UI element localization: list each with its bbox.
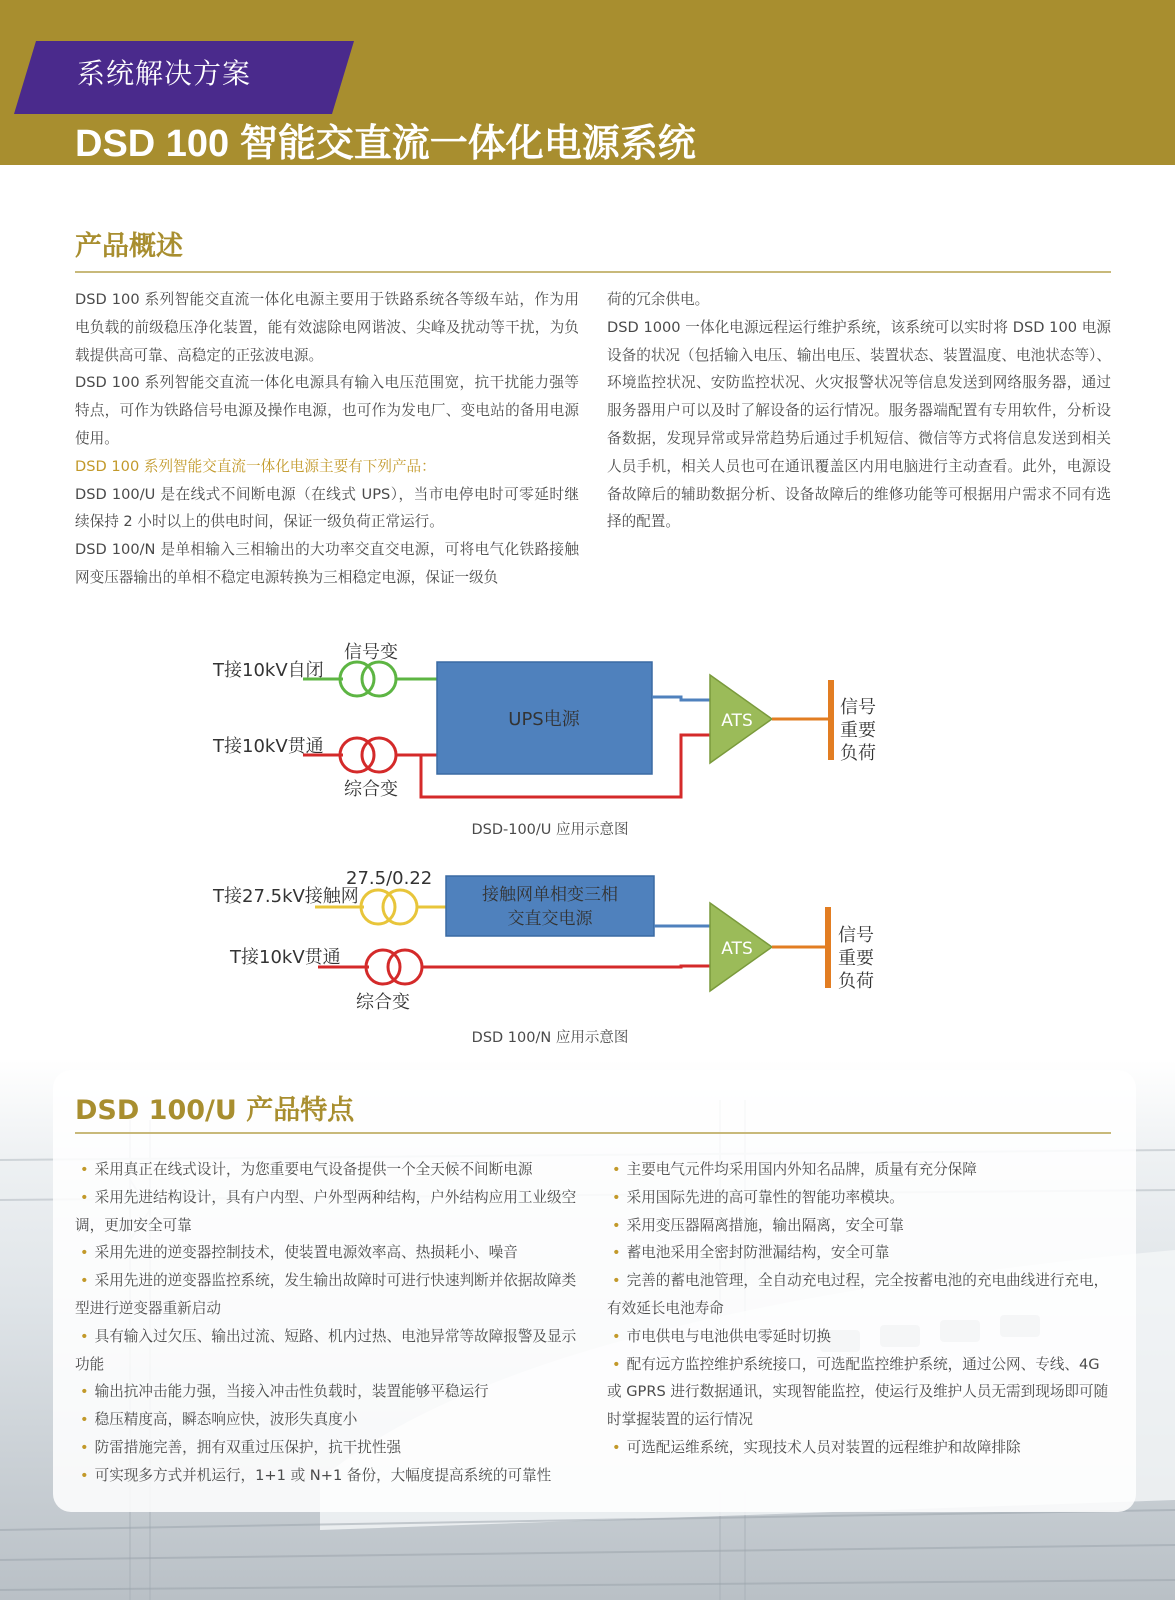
overview-paragraph: 荷的冗余供电。	[607, 291, 710, 308]
feature-item	[75, 1462, 579, 1490]
diagram-u-input2: T接10kV贯通	[213, 736, 324, 757]
bullet-icon: •	[80, 1272, 89, 1290]
feature-text: 市电供电与电池供电零延时切换	[626, 1327, 831, 1345]
feature-text: 配有远方监控维护系统接口，可选配监控维护系统，通过公网、专线、4G 或 GPRS 进行数据通讯，实现智能监控，使运行及维护人员无需到现场即可随时掌握装置的运行情况	[607, 1355, 1109, 1429]
transformer-coil	[388, 950, 422, 984]
diagram-n-load-line: 负荷	[838, 971, 874, 992]
transformer-coil	[383, 890, 417, 924]
diagram-n-transformer1: 27.5/0.22	[346, 868, 433, 889]
bullet-icon: •	[612, 1216, 621, 1234]
feature-text: 采用国际先进的高可靠性的智能功率模块。	[626, 1188, 904, 1206]
transformer-coil	[362, 738, 396, 772]
feature-text: 防雷措施完善，拥有双重过压保护，抗干扰性强	[94, 1438, 402, 1456]
feature-item	[75, 1184, 579, 1240]
feature-item	[607, 1267, 1111, 1323]
features-right-list	[607, 1156, 1111, 1462]
overview-paragraph: DSD 100/U 是在线式不间断电源（在线式 UPS），当市电停电时可零延时继续保持 2 小时以上的供电时间，保证一级负荷正常运行。	[75, 485, 579, 531]
feature-item	[75, 1323, 579, 1379]
overview-paragraph: DSD 1000 一体化电源远程运行维护系统，该系统可以实时将 DSD 100 电源设备的状况（包括输入电压、输出电压、装置状态、装置温度、电池状态等）、环境监控状况、安防监控状况、火灾报警状况等信息发送到网络服务器，通过服务器用户可以及时了解设备的运行情况。服务器端配置有专用软件，分析设备数据，发现异常或异常趋势后通过手机短信、微信等方式将信息发送到相关人员手机，相关人员也可在通讯覆盖区内用电脑进行主动查看。此外，电源设备故障后的辅助数据分析、设备故障后的维修功能等可根据用户需求不同有选择的配置。	[607, 318, 1111, 531]
overview-products-intro: DSD 100 系列智能交直流一体化电源主要有下列产品：	[75, 457, 436, 475]
diagram-u-transformer2: 综合变	[344, 779, 398, 800]
diagram-n-caption: DSD 100/N 应用示意图	[471, 1030, 629, 1046]
diagram-u-load-line: 信号	[840, 697, 876, 718]
feature-text: 完善的蓄电池管理，全自动充电过程，完全按蓄电池的充电曲线进行充电，有效延长电池寿命	[607, 1272, 1109, 1317]
feature-item	[75, 1239, 579, 1267]
overview-paragraph: DSD 100 系列智能交直流一体化电源具有输入电压范围宽，抗干扰能力强等特点，可作为铁路信号电源及操作电源，也可作为发电厂、变电站的备用电源使用。	[75, 374, 579, 447]
features-heading: DSD 100/U 产品特点	[75, 1095, 355, 1126]
feature-item	[607, 1184, 1111, 1212]
bullet-icon: •	[612, 1438, 621, 1456]
feature-text: 具有输入过欠压、输出过流、短路、机内过热、电池异常等故障报警及显示功能	[75, 1327, 577, 1373]
diagram-n-ats-label: ATS	[721, 939, 753, 959]
feature-item	[607, 1212, 1111, 1240]
diagram-u-input1: T接10kV自闭	[213, 660, 324, 681]
bullet-icon: •	[80, 1411, 89, 1429]
diagram-n-box-line: 接触网单相变三相	[482, 885, 618, 905]
bullet-icon: •	[80, 1188, 89, 1206]
feature-item	[607, 1434, 1111, 1462]
feature-item	[607, 1156, 1111, 1184]
feature-item	[75, 1406, 579, 1434]
overview-heading: 产品概述	[75, 231, 183, 262]
bullet-icon: •	[80, 1327, 89, 1345]
diagram-u-transformer1: 信号变	[344, 642, 398, 663]
bullet-icon: •	[612, 1272, 621, 1290]
feature-text: 稳压精度高，瞬态响应快，波形失真度小	[94, 1411, 358, 1429]
diagram-n-load-line: 信号	[838, 925, 874, 946]
feature-item	[75, 1156, 579, 1184]
features-rule	[75, 1132, 1111, 1134]
feature-item	[75, 1434, 579, 1462]
feature-text: 蓄电池采用全密封防泄漏结构，安全可靠	[626, 1244, 890, 1262]
bullet-icon: •	[612, 1244, 621, 1262]
feature-item	[607, 1239, 1111, 1267]
diagram-n-input1: T接27.5kV接触网	[213, 886, 359, 907]
feature-item	[75, 1267, 579, 1323]
bullet-icon: •	[80, 1244, 89, 1262]
diagram-n-load-line: 重要	[838, 948, 874, 969]
transformer-coil	[362, 662, 396, 696]
header-tab-label: 系统解决方案	[77, 57, 252, 90]
bypass-line	[422, 966, 710, 967]
diagram-u-caption: DSD-100/U 应用示意图	[471, 822, 629, 838]
feature-item	[75, 1378, 579, 1406]
bullet-icon: •	[80, 1161, 89, 1178]
feature-text: 采用真正在线式设计，为您重要电气设备提供一个全天候不间断电源	[94, 1161, 533, 1178]
diagram-n	[212, 868, 874, 1013]
diagram-u-load-line: 重要	[840, 720, 876, 741]
feature-text: 采用先进的逆变器控制技术，使装置电源效率高、热损耗小、噪音	[94, 1244, 518, 1262]
feature-item	[607, 1323, 1111, 1351]
diagram-u-box-label: UPS电源	[508, 709, 580, 730]
overview-paragraph: DSD 100 系列智能交直流一体化电源主要用于铁路系统各等级车站，作为用电负载的前级稳压净化装置，能有效滤除电网谐波、尖峰及扰动等干扰，为负载提供高可靠、高稳定的正弦波电源。	[75, 291, 579, 364]
features-left-list	[75, 1156, 579, 1490]
bullet-icon: •	[612, 1327, 621, 1345]
diagram-u-ats-label: ATS	[721, 711, 753, 731]
diagram-u	[212, 642, 876, 800]
feature-text: 采用变压器隔离措施，输出隔离，安全可靠	[626, 1216, 904, 1234]
bullet-icon: •	[80, 1466, 89, 1484]
bullet-icon: •	[612, 1188, 621, 1206]
feature-text: 输出抗冲击能力强，当接入冲击性负载时，装置能够平稳运行	[94, 1383, 489, 1401]
bullet-icon: •	[612, 1161, 621, 1178]
diagram-u-load-line: 负荷	[840, 743, 876, 764]
feature-item	[607, 1351, 1111, 1434]
diagram-n-transformer2: 综合变	[356, 992, 410, 1013]
feature-text: 可实现多方式并机运行，1+1 或 N+1 备份，大幅度提高系统的可靠性	[94, 1466, 552, 1484]
diagram-n-box-line: 交直交电源	[507, 909, 593, 929]
ups-out-line	[652, 697, 710, 700]
bullet-icon: •	[80, 1438, 89, 1456]
page-title: DSD 100 智能交直流一体化电源系统	[75, 123, 696, 165]
feature-text: 可选配运维系统，实现技术人员对装置的远程维护和故障排除	[626, 1438, 1021, 1456]
bullet-icon: •	[612, 1355, 621, 1373]
feature-text: 采用先进的逆变器监控系统，发生输出故障时可进行快速判断并依据故障类型进行逆变器重新启动	[75, 1272, 577, 1317]
overview-paragraph: DSD 100/N 是单相输入三相输出的大功率交直交电源，可将电气化铁路接触网变压器输出的单相不稳定电源转换为三相稳定电源，保证一级负	[75, 541, 579, 586]
feature-text: 主要电气元件均采用国内外知名品牌，质量有充分保障	[626, 1161, 977, 1178]
bullet-icon: •	[80, 1383, 89, 1401]
feature-text: 采用先进结构设计，具有户内型、户外型两种结构，户外结构应用工业级空调，更加安全可靠	[75, 1188, 577, 1234]
diagram-n-input2: T接10kV贯通	[230, 947, 341, 968]
